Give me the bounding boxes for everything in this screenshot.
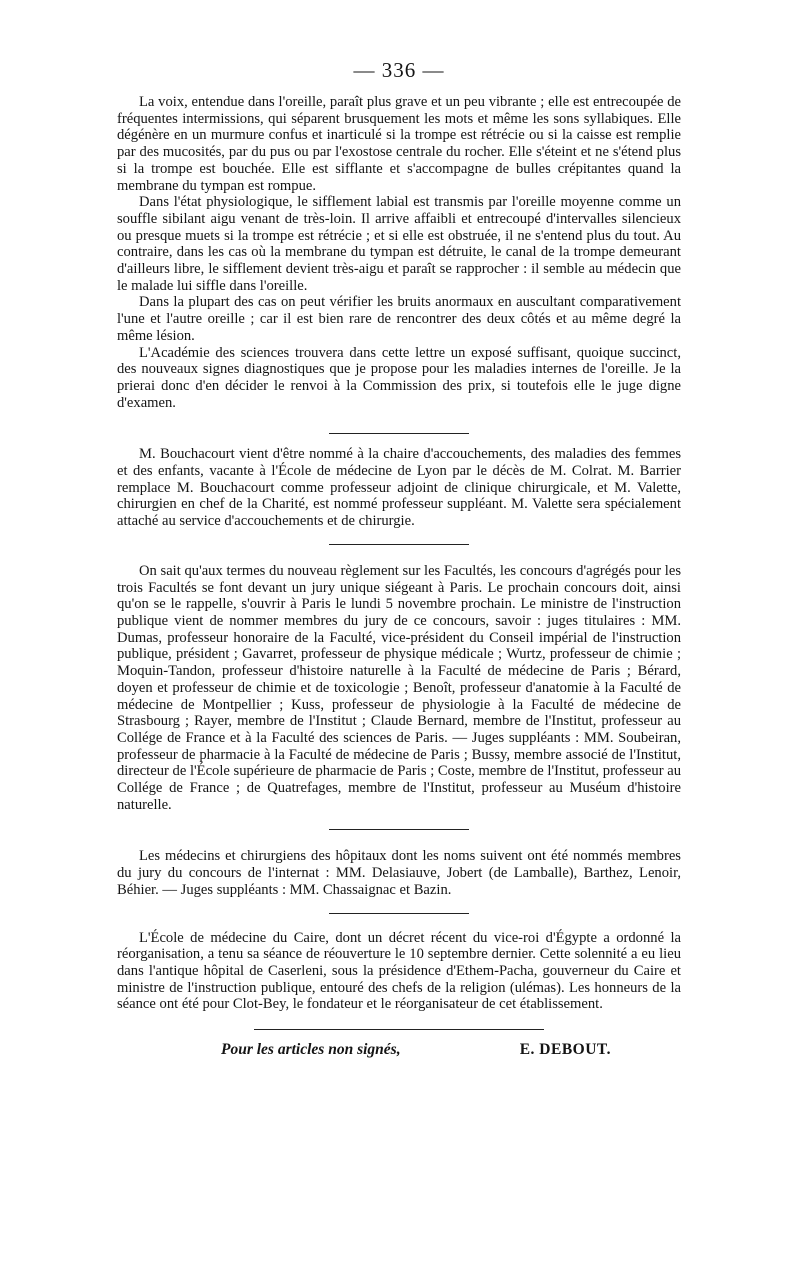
paragraph: On sait qu'aux termes du nouveau règlement sur les Facultés, les concours d'agrégés pour les trois Facultés se font devant un jury unique siégeant à Paris. Le prochain concours doit, ainsi qu'on se le rappelle, s'ouvrir à Paris le lundi 5 novembre prochain. Le ministre de l'instruction publique vient de nommer membres du jury de ce concours, savoir : juges titulaires : MM. Dumas, professeur honoraire de la Faculté, vice-président du Conseil impérial de l'instruction publique, président ; Gavarret, professeur de physique médicale ; Wurtz, professeur de chimie ; Moquin-Tandon, professeur d'histoire naturelle à la Faculté de médecine de Paris ; Bérard, doyen et professeur de chimie et de toxicologie ; Benoît, professeur d'anatomie à la Faculté de médecine de Montpellier ; Kuss, professeur de physiologie à la Faculté de médecine de Strasbourg ; Rayer, membre de l'Institut ; Claude Bernard, membre de l'Institut, professeur au Collége de France et à la Faculté des sciences de Paris. — Juges suppléants : MM. Soubeiran, professeur de pharmacie à la Faculté de médecine de Paris ; Bussy, membre associé de l'Institut, directeur de l'École supérieure de pharmacie de Paris ; Coste, membre de l'Institut, professeur au Collége de France ; de Quatrefages, membre de l'Institut, professeur au Muséum d'histoire naturelle.: [117, 562, 681, 813]
paragraph: La voix, entendue dans l'oreille, paraît plus grave et un peu vibrante ; elle est entrecoupée de fréquentes intermissions, qui séparent brusquement les mots et même les sons syllabiques. Elle dégénère en un murmure confus et inarticulé si la trompe est rétrécie ou si la caisse est remplie par des mucosités, par du pus ou par l'exostose centrale du rocher. Elle s'éteint et ne s'étend plus si la trompe est bouchée. Elle est sifflante et s'accompagne de bulles crépitantes quand la membrane du tympan est rompue.: [117, 94, 681, 194]
section-internat-jury: [117, 848, 681, 898]
signature-line: [117, 1040, 681, 1060]
section-divider: [329, 433, 469, 434]
page-number: — 336 —: [353, 58, 445, 82]
section-divider: [329, 544, 469, 545]
paragraph: Dans l'état physiologique, le sifflement labial est transmis par l'oreille moyenne comme un souffle sibilant aigu venant de très-loin. Il arrive affaibli et entrecoupé d'intervalles silencieux ou presque muets si la trompe est rétrécie ; et si elle est obstruée, il ne s'entend plus du tout. Au contraire, dans les cas où la membrane du tympan est détruite, le canal de la trompe demeurant d'ailleurs libre, le sifflement devient très-aigu et paraît se rapprocher : il semble au médecin que le malade lui siffle dans l'oreille.: [117, 194, 681, 294]
signature-divider: [254, 1029, 544, 1030]
section-divider: [329, 913, 469, 914]
section-otology-letter: [117, 94, 681, 411]
page: [117, 58, 681, 1060]
paragraph: Dans la plupart des cas on peut vérifier les bruits anormaux en auscultant comparativement l'une et l'autre oreille ; car il est bien rare de rencontrer des deux côtés et au même degré la même lésion.: [117, 294, 681, 344]
paragraph: L'Académie des sciences trouvera dans cette lettre un exposé suffisant, quoique succinct, des nouveaux signes diagnostiques que je propose pour les maladies internes de l'oreille. Je la prierai donc d'en décider le renvoi à la Commission des prix, si toutefois elle le juge digne d'examen.: [117, 344, 681, 411]
section-lyon-appointments: [117, 446, 681, 530]
paragraph: M. Bouchacourt vient d'être nommé à la chaire d'accouchements, des maladies des femmes et des enfants, vacante à l'École de médecine de Lyon par le décès de M. Colrat. M. Barrier remplace M. Bouchacourt comme professeur adjoint de clinique chirurgicale, et M. Valette, chirurgien en chef de la Charité, est nommé professeur suppléant. M. Valette sera spécialement attaché au service d'accouchements et de chirurgie.: [117, 446, 681, 530]
section-cairo-school: [117, 930, 681, 1014]
paragraph: Les médecins et chirurgiens des hôpitaux dont les noms suivent ont été nommés membres du jury du concours de l'internat : MM. Delasiauve, Jobert (de Lamballe), Barthez, Lenoir, Béhier. — Juges suppléants : MM. Chassaignac et Bazin.: [117, 848, 681, 898]
paragraph: L'École de médecine du Caire, dont un décret récent du vice-roi d'Égypte a ordonné la réorganisation, a tenu sa séance de réouverture le 10 septembre dernier. Cette solennité a eu lieu dans l'antique hôpital de Caserleni, sous la présidence d'Ethem-Pacha, gouverneur du Caire et ministre de l'instruction publique, entouré des chefs de la religion (ulémas). Les honneurs de la séance ont été pour Clot-Bey, le fondateur et le réorganisateur de cet établissement.: [117, 929, 681, 1013]
section-agregation-jury: [117, 563, 681, 814]
signature-author: E. DEBOUT.: [519, 1041, 611, 1059]
signature-caption: Pour les articles non signés,: [221, 1041, 401, 1059]
section-divider: [329, 829, 469, 830]
